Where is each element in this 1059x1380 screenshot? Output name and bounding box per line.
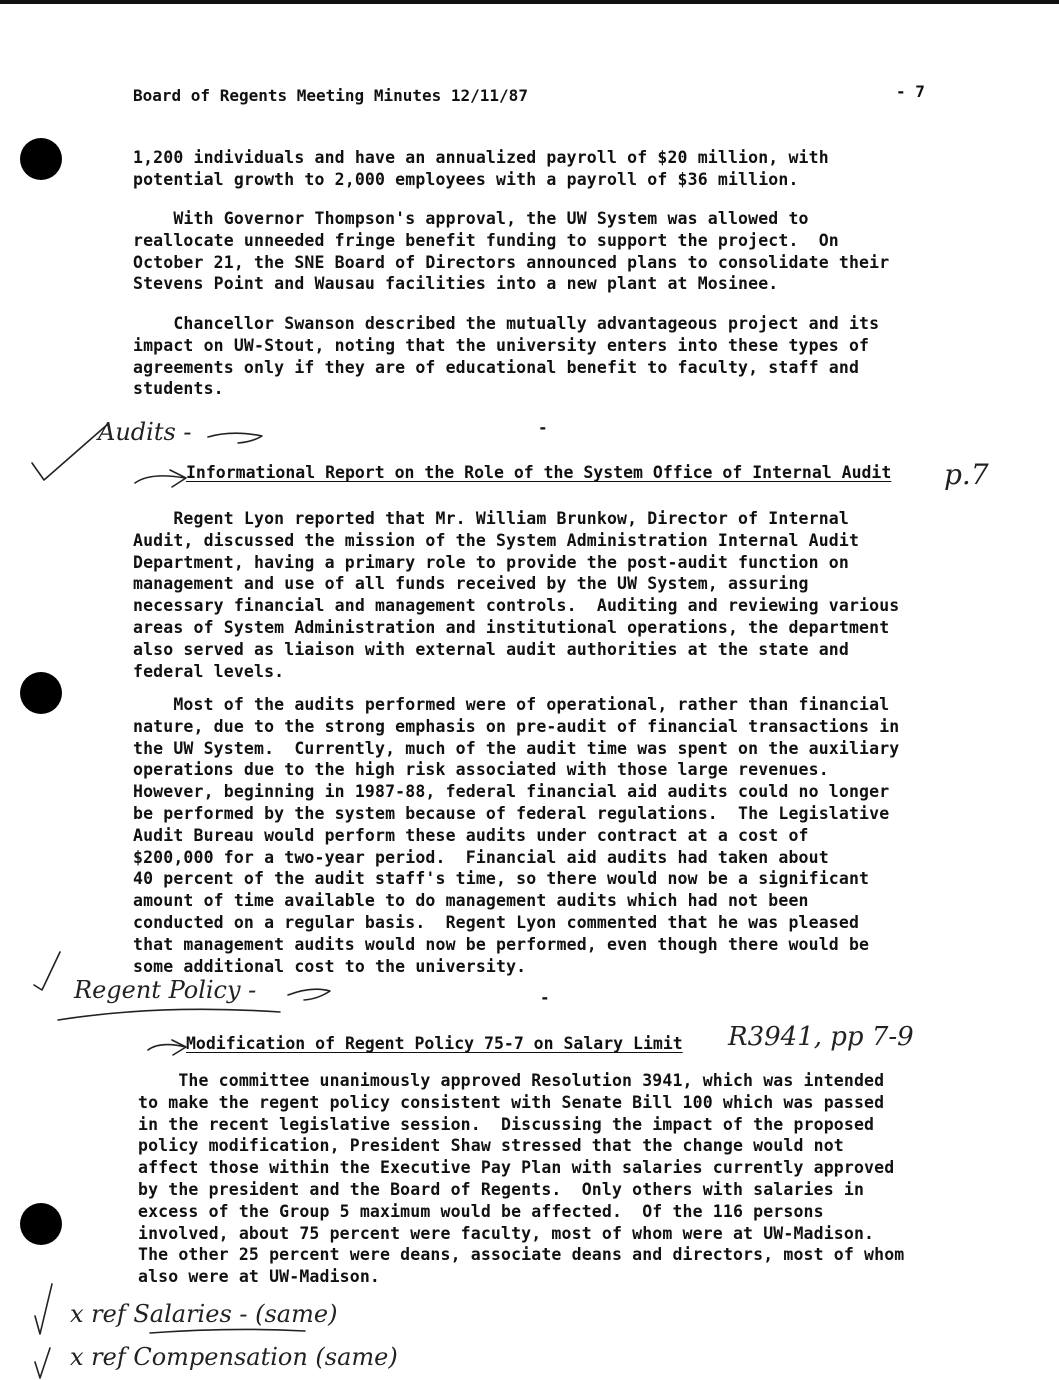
text-line: $200,000 for a two-year period. Financial aid audits had taken about <box>133 847 829 867</box>
text-line: Stevens Point and Wausau facilities into a new plant at Mosinee. <box>133 274 779 294</box>
text-line: Chancellor Swanson described the mutually advantageous project and its <box>133 314 880 333</box>
arrow-icon <box>135 470 186 487</box>
underline-stroke <box>58 1009 280 1020</box>
text-line: policy modification, President Shaw stressed that the change would not <box>138 1136 844 1156</box>
text-line: 1,200 individuals and have an annualized payroll of $20 million, with <box>133 148 829 167</box>
text-line: amount of time available to do management audits which had not been <box>133 891 809 911</box>
text-line: The other 25 percent were deans, associate deans and directors, most of whom <box>138 1245 905 1265</box>
page-header-title: Board of Regents Meeting Minutes 12/11/87 <box>133 86 528 105</box>
text-line: reallocate unneeded fringe benefit funding to support the project. On <box>133 230 839 250</box>
text-line: nature, due to the strong emphasis on pre-audit of financial transactions in <box>133 716 900 736</box>
text-line: the UW System. Currently, much of the audit time was spent on the auxiliary <box>133 738 900 758</box>
handwritten-page-ref: p.7 <box>944 458 989 491</box>
separator-dash: - <box>540 988 550 1007</box>
check-mark-icon <box>34 952 60 990</box>
section-heading-internal-audit: Informational Report on the Role of the System Office of Internal Audit <box>186 463 892 482</box>
text-line: Department, having a primary role to provide the post-audit function on <box>133 552 849 572</box>
text-line: The committee unanimously approved Resolution 3941, which was intended <box>138 1071 885 1090</box>
handwritten-audits-tag: Audits - <box>98 418 192 446</box>
check-mark-icon <box>35 1348 50 1378</box>
handwritten-xref-compensation: x ref Compensation (same) <box>70 1343 398 1371</box>
text-line: Audit Bureau would perform these audits under contract at a cost of <box>133 825 809 845</box>
text-line: that management audits would now be performed, even though there would be <box>133 934 870 954</box>
text-line: by the president and the Board of Regents. Only others with salaries in <box>138 1179 865 1199</box>
check-mark-icon <box>35 1284 52 1334</box>
separator-dash: - <box>538 418 548 437</box>
section-heading-salary-limit: Modification of Regent Policy 75-7 on Salary Limit <box>186 1034 683 1053</box>
arrow-icon <box>148 1040 186 1055</box>
text-line: potential growth to 2,000 employees with a payroll of $36 million. <box>133 169 799 189</box>
text-line: also served as liaison with external audit authorities at the state and <box>133 639 849 659</box>
underline-stroke <box>150 1329 305 1333</box>
check-mark-icon <box>32 424 108 480</box>
text-line: students. <box>133 379 224 399</box>
text-line: involved, about 75 percent were faculty, most of whom were at UW-Madison. <box>138 1223 875 1243</box>
text-line: some additional cost to the university. <box>133 956 527 976</box>
text-line: be performed by the system because of federal regulations. The Legislative <box>133 803 890 823</box>
text-line: conducted on a regular basis. Regent Lyon commented that he was pleased <box>133 912 860 932</box>
pen-flourish <box>288 989 330 1000</box>
text-line: areas of System Administration and institutional operations, the department <box>133 617 890 637</box>
text-line: operations due to the high risk associated with those large revenues. <box>133 760 829 780</box>
text-line: Regent Lyon reported that Mr. William Brunkow, Director of Internal <box>133 509 849 528</box>
text-line: impact on UW-Stout, noting that the university enters into these types of <box>133 335 870 355</box>
page-number: - 7 <box>896 82 925 101</box>
text-line: agreements only if they are of educational benefit to faculty, staff and <box>133 357 860 377</box>
text-line: federal levels. <box>133 661 285 681</box>
text-line: to make the regent policy consistent with Senate Bill 100 which was passed <box>138 1092 885 1112</box>
handwritten-resolution-ref: R3941, pp 7-9 <box>728 1022 914 1052</box>
text-line: management and use of all funds received by the UW System, assuring <box>133 574 809 594</box>
text-line: affect those within the Executive Pay Plan with salaries currently approved <box>138 1158 895 1178</box>
text-line: necessary financial and management controls. Auditing and reviewing various <box>133 596 900 616</box>
text-line: October 21, the SNE Board of Directors announced plans to consolidate their <box>133 252 890 272</box>
text-line: excess of the Group 5 maximum would be affected. Of the 116 persons <box>138 1201 824 1221</box>
handwritten-xref-salaries: x ref Salaries - (same) <box>70 1300 338 1328</box>
text-line: With Governor Thompson's approval, the UW System was allowed to <box>133 209 809 228</box>
text-line: Most of the audits performed were of operational, rather than financial <box>133 695 890 714</box>
text-line: However, beginning in 1987-88, federal financial aid audits could no longer <box>133 782 890 802</box>
text-line: 40 percent of the audit staff's time, so there would now be a significant <box>133 869 870 889</box>
handwritten-regent-policy-tag: Regent Policy - <box>74 976 257 1004</box>
text-line: Audit, discussed the mission of the System Administration Internal Audit <box>133 530 860 550</box>
text-line: in the recent legislative session. Discussing the impact of the proposed <box>138 1114 875 1134</box>
pen-flourish <box>208 433 262 443</box>
text-line: also were at UW-Madison. <box>138 1267 381 1287</box>
